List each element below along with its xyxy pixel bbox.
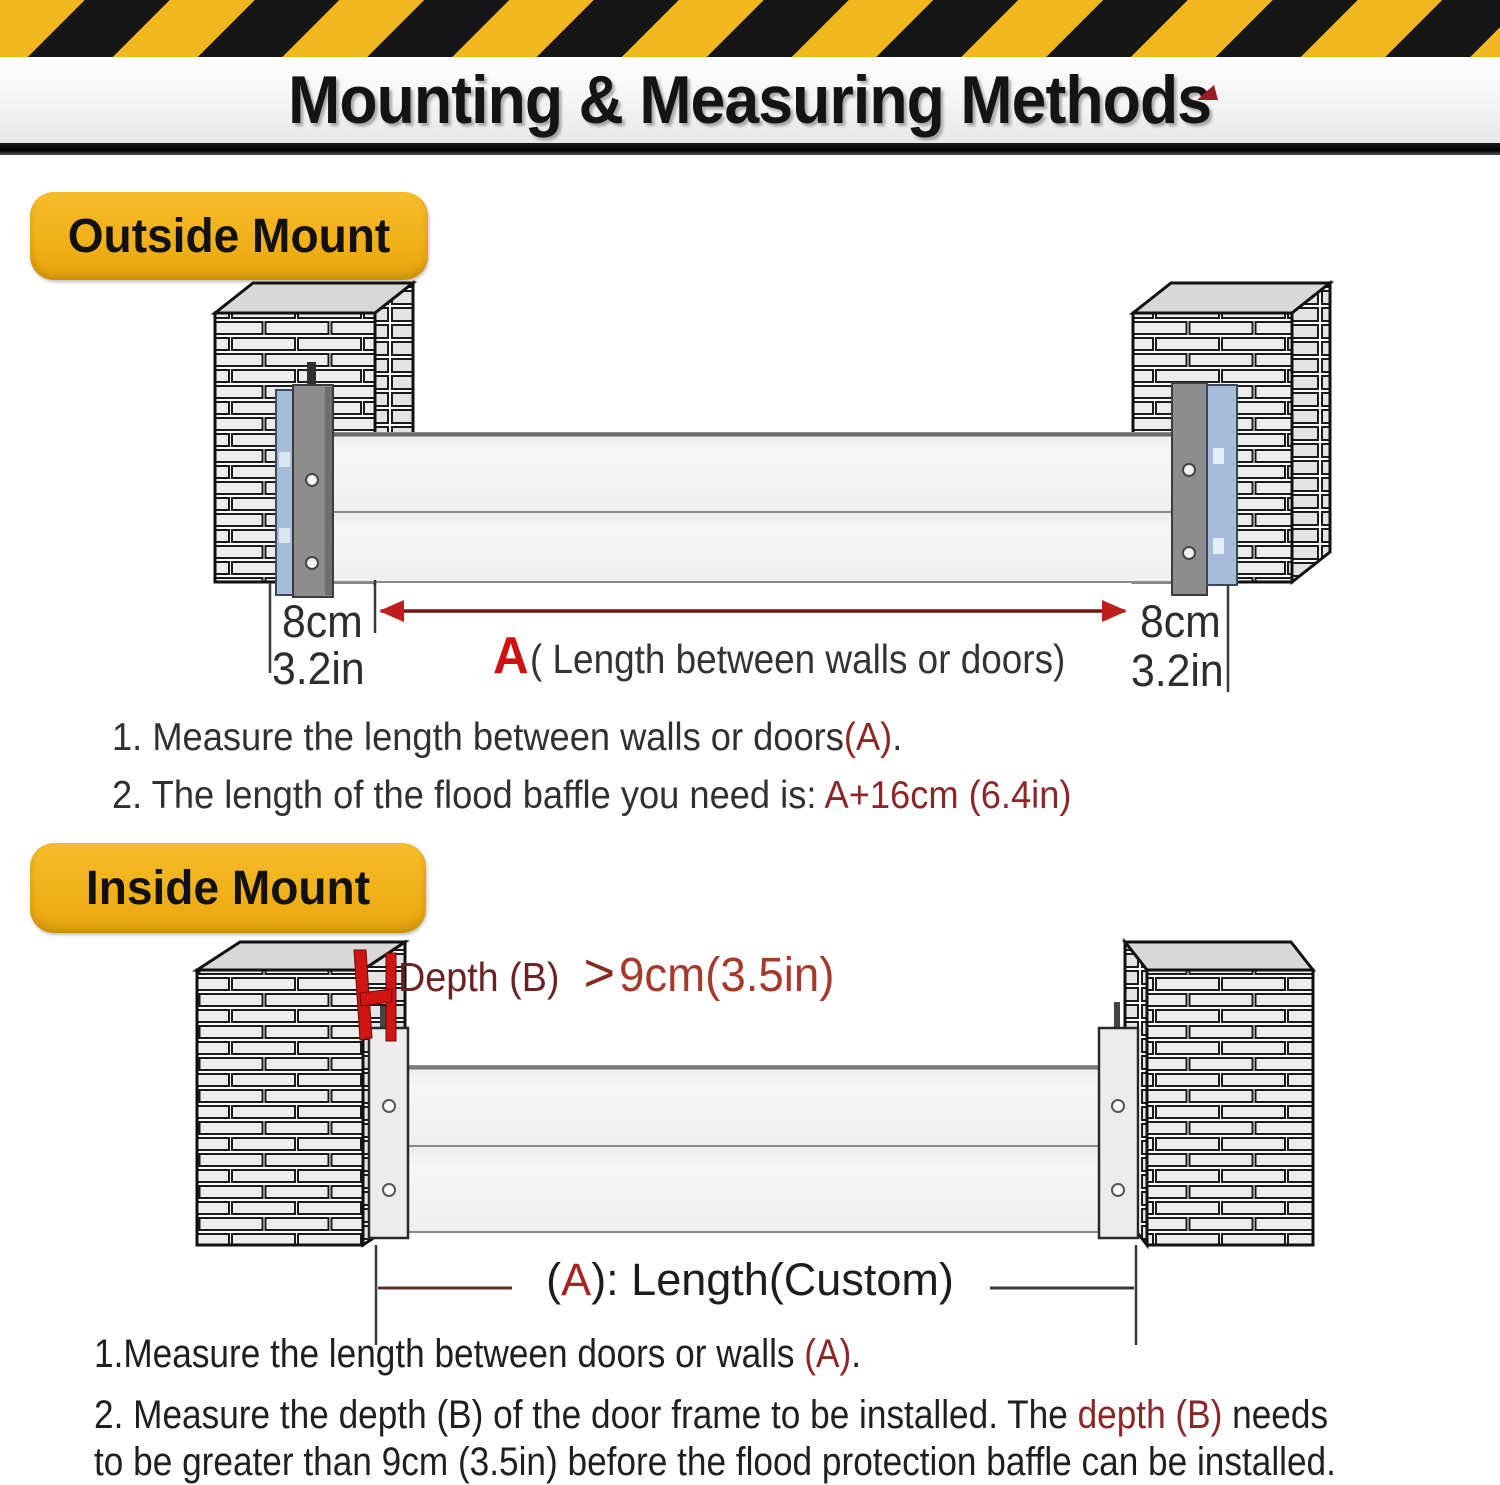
outside-step-1-tail: . <box>892 716 903 759</box>
inside-step-1-text: 1.Measure the length between doors or walls <box>94 1332 805 1376</box>
title-divider <box>0 143 1500 155</box>
screw-hole <box>1112 1184 1124 1196</box>
screw-hole <box>383 1100 395 1112</box>
outside-step-1 <box>112 716 1071 760</box>
span-length-text: ( Length between walls or doors) <box>529 636 1065 682</box>
depth-requirement-label <box>398 942 846 1004</box>
right-pillar <box>1125 942 1313 1245</box>
right-channel <box>1099 1002 1138 1238</box>
screw-hole <box>306 557 318 569</box>
right-mounting-bracket <box>1172 383 1207 595</box>
outside-step-1-text: 1. Measure the length between walls or doors <box>112 716 844 759</box>
outside-step-2 <box>112 774 1071 818</box>
inside-step-2b <box>94 1440 1336 1485</box>
inside-step-2b-text: to be greater than 9cm (3.5in) before the flood protection baffle can be installed. <box>94 1440 1336 1484</box>
inside-step-1-red: (A) <box>804 1332 852 1376</box>
length-custom-label <box>450 1254 1050 1306</box>
dimension-arrow <box>379 600 1127 622</box>
screw-hole <box>306 474 318 486</box>
screw-hole <box>383 1184 395 1196</box>
inside-step-1 <box>94 1332 1336 1377</box>
length-label-open: ( <box>546 1254 562 1305</box>
width-label-right-cm: 8cm <box>1140 596 1221 647</box>
inside-step-2a <box>94 1393 1336 1438</box>
right-seal-strip <box>1207 385 1237 585</box>
left-mounting-bracket <box>293 362 333 597</box>
left-seal-strip <box>276 390 293 595</box>
outside-step-1-red: (A) <box>843 716 893 759</box>
inside-step-1-tail: . <box>851 1332 862 1376</box>
outside-mount-badge <box>30 192 428 280</box>
outside-mount-badge-label: Outside Mount <box>67 209 391 263</box>
title-banner <box>0 57 1500 143</box>
width-label-left-in: 3.2in <box>272 643 365 694</box>
length-label-rest: ): Length(Custom) <box>591 1254 954 1305</box>
depth-value: 9cm(3.5in) <box>619 949 835 1002</box>
greater-than-sign: > <box>583 943 615 1003</box>
flood-barrier <box>333 433 1172 582</box>
inside-step-2-red: depth (B) <box>1077 1393 1223 1437</box>
caution-tape <box>0 0 1500 57</box>
outside-step-2-red: A+16cm (6.4in) <box>824 774 1072 817</box>
screw-hole <box>1183 547 1195 559</box>
inside-mount-badge <box>30 843 426 933</box>
span-length-label <box>492 626 1124 686</box>
width-label-left-cm: 8cm <box>282 596 363 647</box>
outside-steps <box>112 716 1144 832</box>
flood-barrier <box>408 1066 1099 1232</box>
screw-hole <box>1183 464 1195 476</box>
inside-step-2-text: 2. Measure the depth (B) of the door frame to be installed. The <box>94 1393 1078 1437</box>
span-length-a: A <box>492 627 529 685</box>
inside-mount-badge-label: Inside Mount <box>85 861 371 915</box>
inside-steps <box>94 1332 1500 1485</box>
length-label-a: A <box>561 1254 592 1305</box>
screw-hole <box>1112 1100 1124 1112</box>
depth-label-text: Depth (B) <box>398 954 560 1000</box>
inside-step-2-tail: needs <box>1222 1393 1329 1437</box>
width-label-right-in: 3.2in <box>1131 645 1224 696</box>
outside-step-2-text: 2. The length of the flood baffle you need is: <box>112 774 825 817</box>
page-title: Mounting & Measuring Methods <box>288 62 1212 138</box>
